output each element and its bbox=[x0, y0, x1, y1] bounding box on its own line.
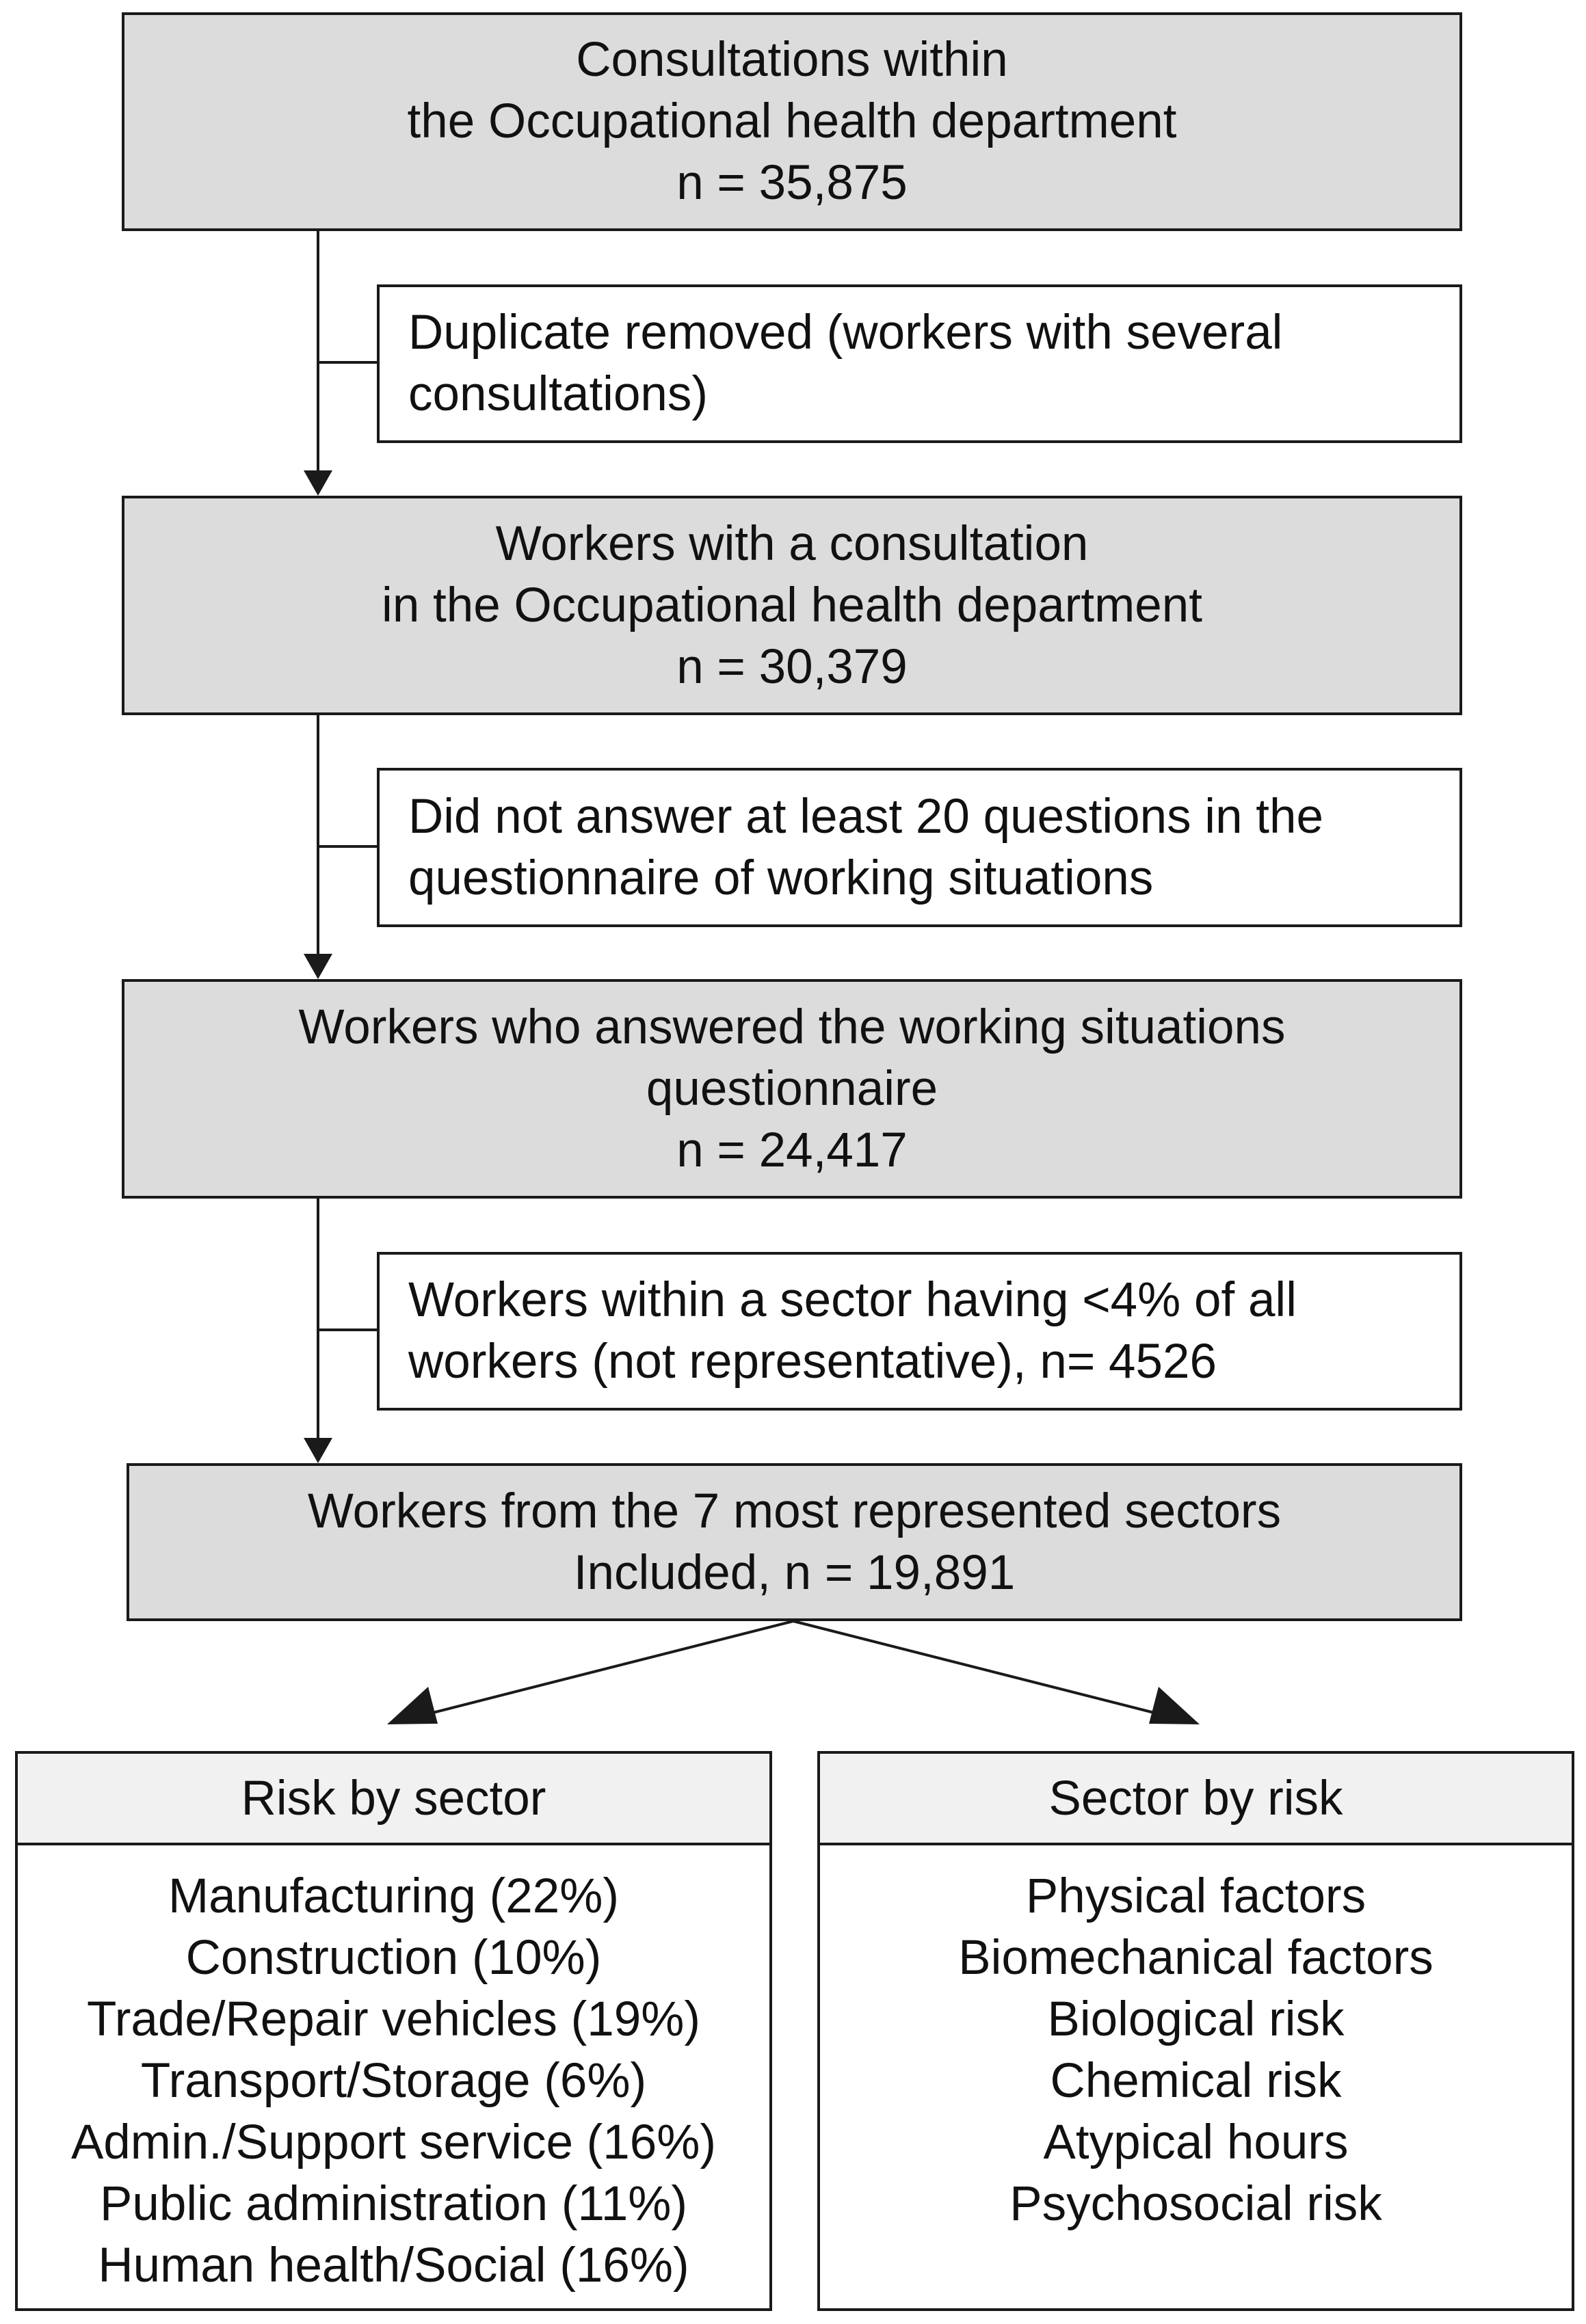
list-item: Biomechanical factors bbox=[958, 1931, 1433, 1985]
risk-by-sector-title: Risk by sector bbox=[18, 1754, 769, 1845]
list-item: Construction (10%) bbox=[185, 1931, 602, 1985]
list-item: Physical factors bbox=[1025, 1869, 1366, 1923]
exclusion1-line-1: Duplicate removed (workers with several bbox=[408, 306, 1283, 360]
exclusion1-box bbox=[377, 284, 1462, 443]
step3-line-2: questionnaire bbox=[646, 1061, 938, 1116]
step3-box bbox=[122, 979, 1462, 1199]
exclusion3-line-1: Workers within a sector having <4% of all bbox=[408, 1273, 1297, 1327]
list-item: Admin./Support service (16%) bbox=[70, 2115, 717, 2169]
list-item: Biological risk bbox=[1047, 1992, 1345, 2046]
list-item: Human health/Social (16%) bbox=[98, 2239, 689, 2293]
exclusion2-line-1: Did not answer at least 20 questions in the bbox=[408, 789, 1323, 844]
step2-box bbox=[122, 496, 1462, 715]
sector-by-risk-title: Sector by risk bbox=[820, 1754, 1572, 1845]
sector-by-risk-list bbox=[820, 1845, 1572, 2235]
arrowhead-risk-by-sector bbox=[387, 1687, 438, 1724]
step1-line-3: n = 35,875 bbox=[676, 156, 908, 210]
arrowhead-step4 bbox=[304, 1438, 332, 1463]
connector-to-risk-by-sector bbox=[414, 1621, 793, 1718]
list-item: Manufacturing (22%) bbox=[168, 1869, 620, 1923]
list-item: Psychosocial risk bbox=[1009, 2177, 1382, 2231]
arrowhead-step2 bbox=[304, 470, 332, 496]
step1-line-2: the Occupational health department bbox=[407, 94, 1177, 148]
list-item: Transport/Storage (6%) bbox=[140, 2054, 647, 2108]
step4-box bbox=[127, 1463, 1462, 1621]
list-item: Chemical risk bbox=[1050, 2054, 1342, 2108]
arrowhead-step3 bbox=[304, 954, 332, 979]
step2-line-2: in the Occupational health department bbox=[382, 578, 1202, 632]
step1-line-1: Consultations within bbox=[576, 33, 1008, 87]
step4-line-1: Workers from the 7 most represented sectors bbox=[307, 1484, 1282, 1538]
risk-by-sector-box bbox=[15, 1751, 772, 2311]
step2-line-3: n = 30,379 bbox=[676, 639, 908, 694]
list-item: Trade/Repair vehicles (19%) bbox=[86, 1992, 701, 2046]
step3-line-3: n = 24,417 bbox=[676, 1123, 908, 1177]
arrowhead-sector-by-risk bbox=[1149, 1687, 1200, 1724]
risk-by-sector-list bbox=[18, 1845, 769, 2297]
list-item: Atypical hours bbox=[1043, 2115, 1349, 2169]
step4-line-2: Included, n = 19,891 bbox=[573, 1545, 1016, 1600]
exclusion2-line-2: questionnaire of working situations bbox=[408, 851, 1154, 905]
exclusion1-line-2: consultations) bbox=[408, 367, 709, 421]
exclusion2-box bbox=[377, 768, 1462, 927]
connector-to-sector-by-risk bbox=[793, 1621, 1173, 1718]
exclusion3-box bbox=[377, 1252, 1462, 1411]
list-item: Public administration (11%) bbox=[100, 2177, 687, 2231]
exclusion3-line-2: workers (not representative), n= 4526 bbox=[408, 1335, 1217, 1389]
sector-by-risk-box bbox=[817, 1751, 1574, 2311]
step1-box bbox=[122, 12, 1462, 231]
step3-line-1: Workers who answered the working situations bbox=[298, 1000, 1286, 1054]
step2-line-1: Workers with a consultation bbox=[495, 516, 1089, 571]
